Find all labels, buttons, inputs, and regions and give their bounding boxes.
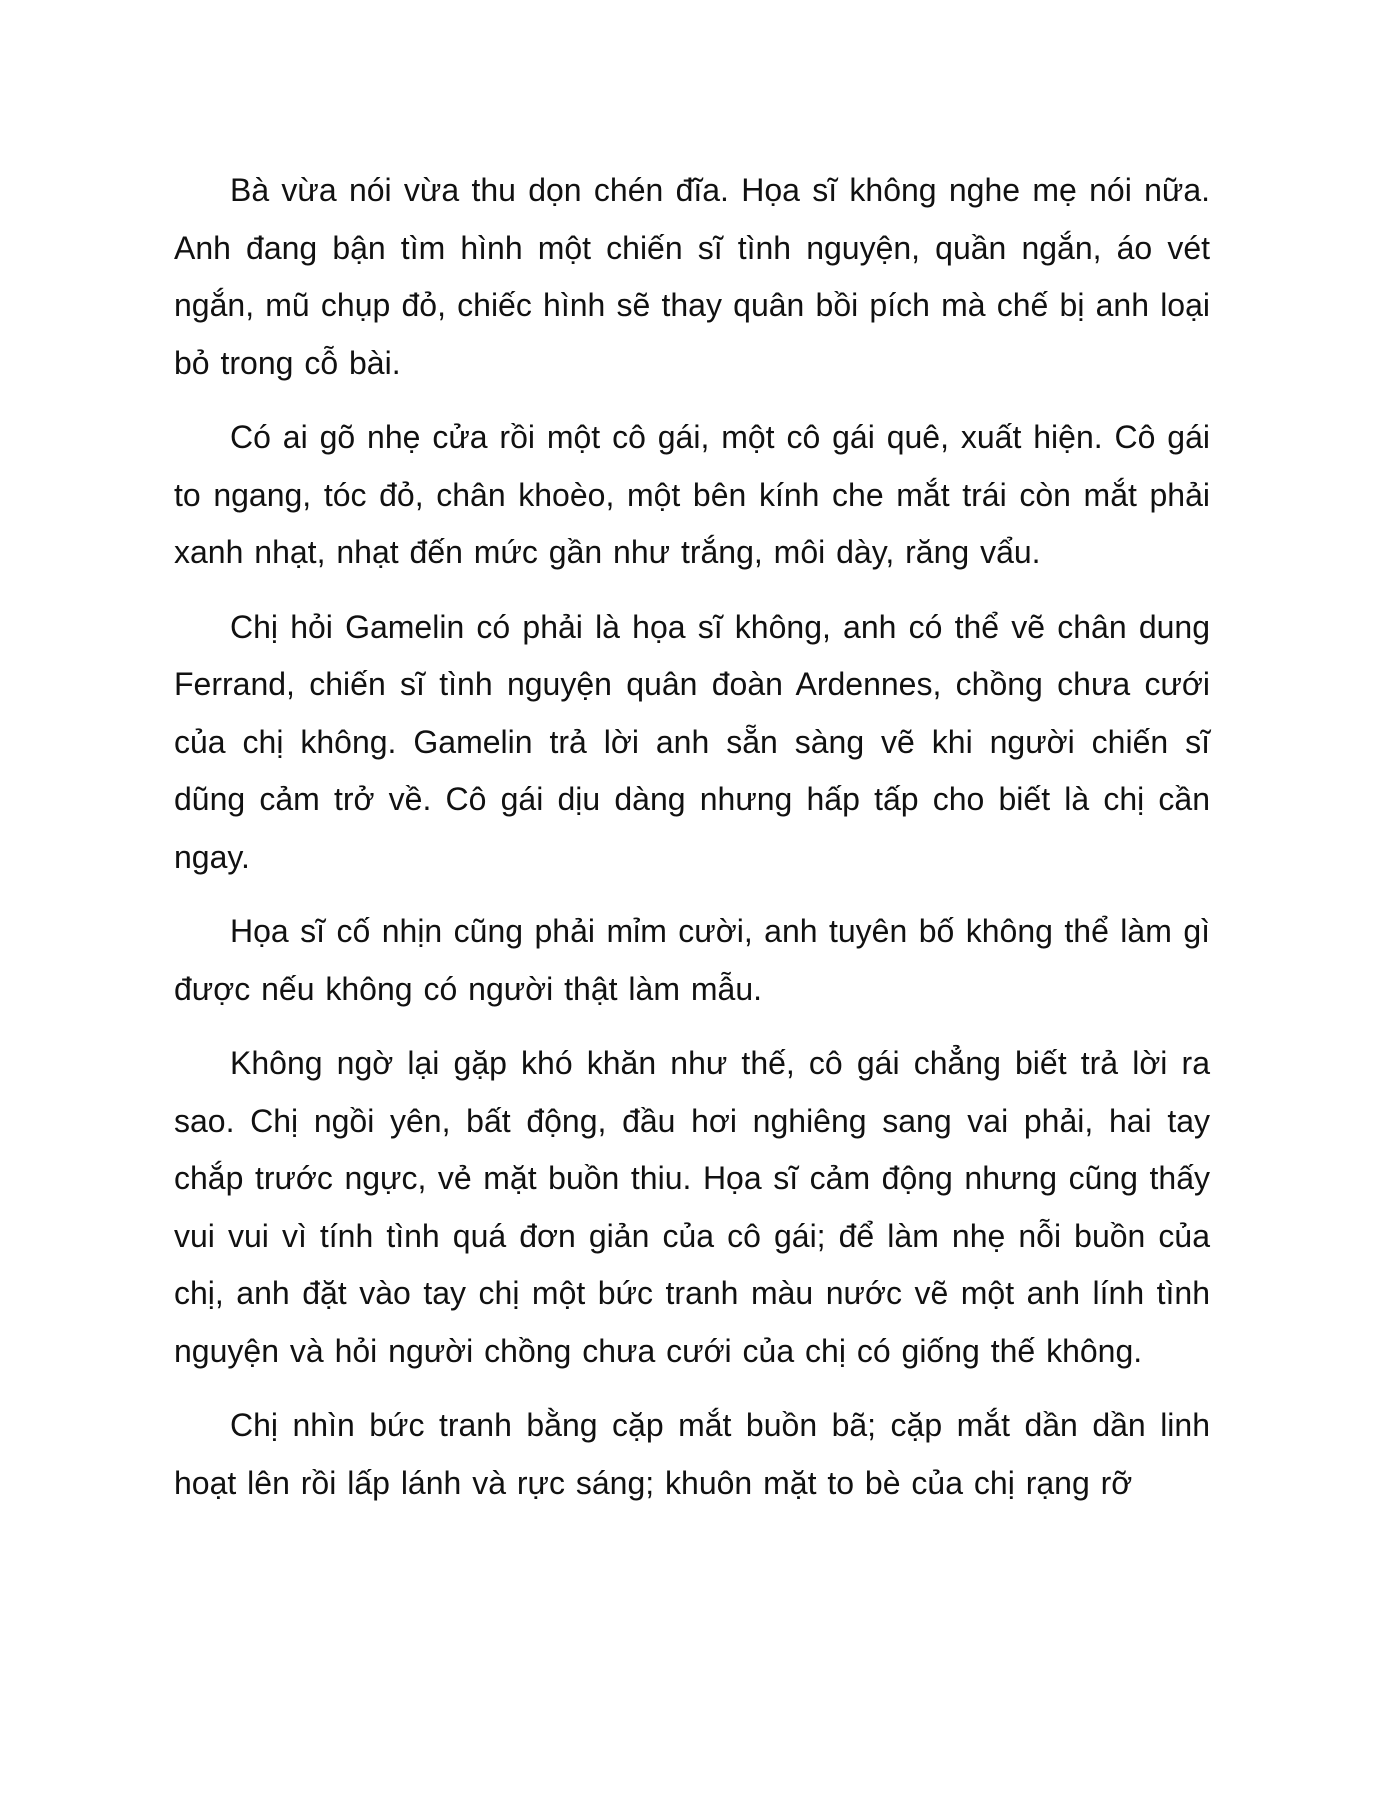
paragraph-5: Không ngờ lại gặp khó khăn như thế, cô gái chẳng biết trả lời ra sao. Chị ngồi yên, bất động, đầu hơi nghiêng sang vai phải, hai tay chắp trước ngực, vẻ mặt buồn thiu. Họa sĩ cảm động nhưng cũng thấy vui vui vì tính tình quá đơn giản của cô gái; để làm nhẹ nỗi buồn của chị, anh đặt vào tay chị một bức tranh màu nước vẽ một anh lính tình nguyện và hỏi người chồng chưa cưới của chị có giống thế không. — [174, 1045, 1210, 1369]
body-text — [174, 162, 1210, 1529]
paragraph-6: Chị nhìn bức tranh bằng cặp mắt buồn bã; cặp mắt dần dần linh hoạt lên rồi lấp lánh và rực sáng; khuôn mặt to bè của chị rạng rỡ — [174, 1407, 1210, 1501]
paragraph-3: Chị hỏi Gamelin có phải là họa sĩ không, anh có thể vẽ chân dung Ferrand, chiến sĩ tình nguyện quân đoàn Ardennes, chồng chưa cưới của chị không. Gamelin trả lời anh sẵn sàng vẽ khi người chiến sĩ dũng cảm trở về. Cô gái dịu dàng nhưng hấp tấp cho biết là chị cần ngay. — [174, 608, 1210, 875]
paragraph-4: Họa sĩ cố nhịn cũng phải mỉm cười, anh tuyên bố không thể làm gì được nếu không có người thật làm mẫu. — [174, 913, 1210, 1007]
paragraph-1: Bà vừa nói vừa thu dọn chén đĩa. Họa sĩ không nghe mẹ nói nữa. Anh đang bận tìm hình một chiến sĩ tình nguyện, quần ngắn, áo vét ngắn, mũ chụp đỏ, chiếc hình sẽ thay quân bồi pích mà chế bị anh loại bỏ trong cỗ bài. — [174, 172, 1210, 381]
paragraph-2: Có ai gõ nhẹ cửa rồi một cô gái, một cô gái quê, xuất hiện. Cô gái to ngang, tóc đỏ, chân khoèo, một bên kính che mắt trái còn mắt phải xanh nhạt, nhạt đến mức gần như trắng, môi dày, răng vẩu. — [174, 419, 1210, 570]
